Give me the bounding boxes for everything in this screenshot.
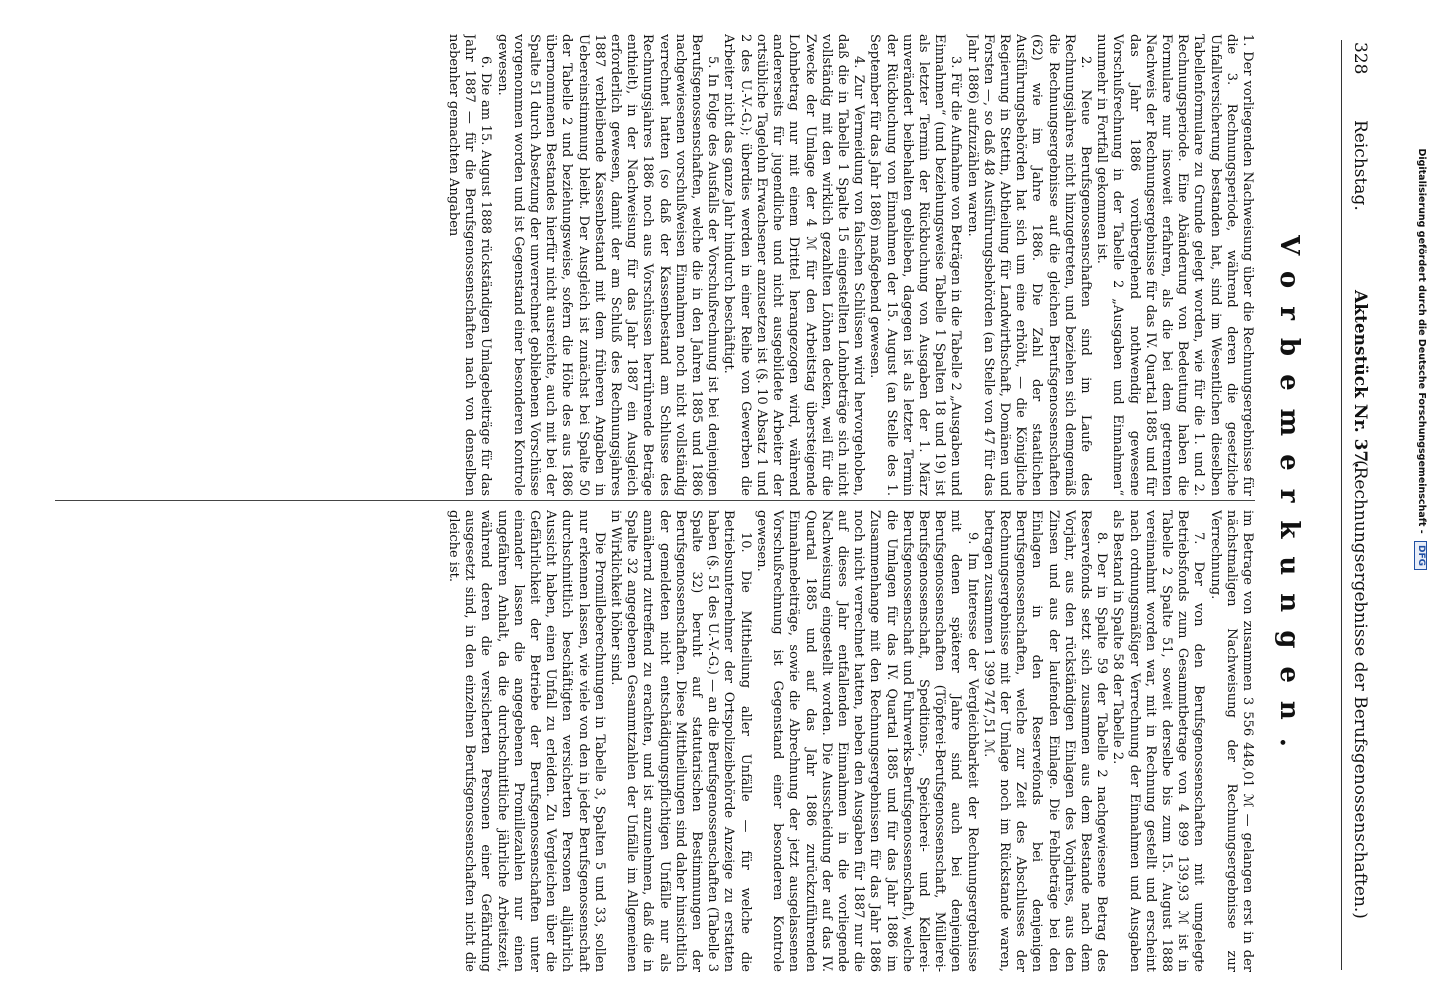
paragraph: 8. Der in Spalte 59 der Tabelle 2 nachgewiesene Betrag des Reservefonds setzt sich zusammen aus dem Bestande nach dem Vorjahr, aus den rückständigen Einlagen des Vorjahres, aus den Zinsen und aus der laufenden Einlage. Die Fehlbeträge bei den Einlagen in den Reservefonds bei denjenigen Berufsgenossenschaften, welche zur Zeit des Abschlusses der Rechnungsergebnisse mit der Umlage noch im Rückstande waren, betragen zusammen 1 399 747,51 ℳ. [980,510,1110,972]
paragraph: 10. Die Mittheilung aller Unfälle — für welche die Betriebsunternehmer der Ortspolizeibehörde Anzeige zu erstatten haben (§. 51 des U.-V.-G.) — an die Berufsgenossenschaften (Tabelle 3 Spalte 32) beruht auf statutarischen Bestimmungen der Berufsgenossenschaften. Diese Mittheilungen sind daher hinsichtlich der gemeldeten nicht entschädigungspflichtigen Unfälle nur als annähernd zutreffend zu erachten, und ist anzunehmen, daß die in Spalte 32 angegebenen Gesammtzahlen der Unfälle im Allgemeinen in Wirklichkeit höher sind. [608,510,753,972]
header-rule [1341,40,1342,970]
column-divider [55,500,1255,501]
paragraph: 3. Für die Aufnahme von Beträgen in die Tabelle 2 „Ausgaben und Einnahmen“ (und beziehungsweise Tabelle 1 Spalten 18 und 19) ist als letzter Termin der Rückbuchung von Ausgaben der 1. März unverändert beibehalten geblieben, dagegen ist als letzter Termin der Rückbuchung von Einnahmen der 15. August (an Stelle des 1. September für das Jahr 1886) maßgebend gewesen. [867,34,964,496]
credit-bar [1414,10,1428,570]
paragraph: Die Promilleberechnungen in Tabelle 3, Spalten 5 und 33, sollen nur erkennen lassen, wie viele von den in jeder Berufsgenossenschaft durchschnittlich beschäftigten versicherten Personen alljährlich Aussicht haben, einen Unfall zu erleiden. Zu Vergleichen über die Gefährlichkeit der Betriebe der Berufsgenossenschaften unter einander lassen die angegebenen Promillezahlen nur einen ungefähren Anhalt, da die durchschnittliche jährliche Arbeitszeit, während deren die versicherten Personen einer Gefährdung ausgesetzt sind, in den einzelnen Berufsgenossenschaften nicht die gleiche ist. [446,510,607,972]
page-number: 328 [1350,42,1370,75]
page-header [1344,30,1370,970]
paragraph: 6. Die am 15. August 1888 rückständigen Umlagebeiträge für das Jahr 1887 — für die Berufsgenossenschaften nach von denselben nebenher gemachten Angaben [446,34,494,496]
credit-text: Digitalisierung gefördert durch die Deutsche Forschungsgemeinschaft - [1416,148,1427,534]
dfg-logo: DFG [1414,541,1427,570]
section-title: Vorbemerkungen. [1274,235,1304,765]
paragraph: im Betrage von zusammen 3 556 448,01 ℳ — gelangen erst in der nächstmaligen Nachweisung der Rechnungsergebnisse zur Verrechnung. [1207,510,1255,972]
paragraph: 4. Zur Vermeidung von falschen Schlüssen wird hervorgehoben, daß die in Tabelle 1 Spalte 15 eingestellten Lohnbeträge sich nicht vollständig mit den wirklich gezahlten Löhnen decken, weil für die Zwecke der Umlage der 4 ℳ für den Arbeitstag übersteigende Lohnbetrag nur mit einem Drittel herangezogen wird, während andererseits für jugendliche und nicht ausgebildete Arbeiter der ortsübliche Tagelohn Erwachsener anzusetzen ist (§. 10 Absatz 1 und 2 des U.-V.-G.); überdies werden in einer Reihe von Gewerben die Arbeiter nicht das ganze Jahr hindurch beschäftigt. [721,34,867,496]
header-subtitle: (Rechnungsergebnisse der Berufsgenossenschaften.) [1350,460,1370,919]
paragraph: 9. Im Interesse der Vergleichbarkeit der Rechnungsergebnisse mit denen späterer Jahre sind auch bei denjenigen Berufsgenossenschaften (Töpferei-Berufsgenossenschaft, Müllerei-Berufsgenossenschaft, Speditions-, Speicherei- und Kellerei-Berufsgenossenschaft und Fuhrwerks-Berufsgenossenschaft), welche die Umlagen für das IV. Quartal 1885 und für das Jahr 1886 im Zusammenhange mit den Rechnungsergebnissen für das Jahr 1886 noch nicht verrechnet hatten, neben den Ausgaben für 1887 nur die auf dieses Jahr entfallenden Einnahmen in die vorliegende Nachweisung eingestellt worden. Die Ausscheidung der auf das IV. Quartal 1885 und auf das Jahr 1886 zurückzuführenden Einnahmebeiträge, sowie die Abrechnung der jetzt ausgelassenen Vorschußrechnung ist Gegenstand einer besonderen Kontrole gewesen. [753,510,980,972]
digitization-credit [1414,10,1428,570]
paragraph: 7. Der von den Berufsgenossenschaften mit umgelegte Betriebsfonds zum Gesammtbetrage von 4 899 139,93 ℳ ist in Tabelle 2 Spalte 51, soweit derselbe bis zum 15. August 1888 vereinnahmt worden war, mit in Rechnung gestellt und erscheint nach ordnungsmäßiger Verrechnung der Einnahmen und Ausgaben als Bestand in Spalte 58 der Tabelle 2. [1110,510,1207,972]
right-text-column [45,510,1255,972]
header-title: Reichstag. [1350,120,1370,211]
paragraph: 2. Neue Berufsgenossenschaften sind im Laufe des Rechnungsjahres nicht hinzugetreten, und beziehen sich demgemäß die Rechnungsergebnisse auf die gleichen Berufsgenossenschaften (62) wie im Jahre 1886. Die Zahl der staatlichen Ausführungsbehörden hat sich um eine erhöht, — die Königliche Regierung in Stettin, Abtheilung für Landwirthschaft, Domänen und Forsten —, so daß 48 Ausführungsbehörden (an Stelle von 47 für das Jahr 1886) aufzuzählen waren. [964,34,1093,496]
paragraph: 1. Der vorliegenden Nachweisung über die Rechnungsergebnisse für die 3. Rechnungsperiode, während deren die gesetzliche Unfallversicherung bestanden hat, sind im Wesentlichen dieselben Tabellenformulare zu Grunde gelegt worden, wie für die 1. und 2. Rechnungsperiode. Eine Abänderung von Bedeutung haben die Formulare nur insoweit erfahren, als die bei dem getrennten Nachweis der Rechnungsergebnisse für das IV. Quartal 1885 und für das Jahr 1886 vorübergehend nothwendig gewesene Vorschußrechnung in der Tabelle 2 „Ausgaben und Einnahmen“ nunmehr in Fortfall gekommen ist. [1094,34,1255,496]
left-text-column [45,34,1255,496]
paragraph: 5. In Folge des Ausfalls der Vorschußrechnung ist bei denjenigen Berufsgenossenschaften, welche die in den Jahren 1885 und 1886 nachgewiesenen vorschußweisen Einnahmen noch nicht vollständig verrechnet hatten (so daß der Kassenbestand am Schlusse des Rechnungsjahres 1886 noch aus Vorschüssen herrührende Beträge enthielt), in der Nachweisung für das Jahr 1887 ein Ausgleich erforderlich gewesen, damit der am Schluß des Rechnungsjahres 1887 verbleibende Kassenbestand mit dem früheren Angaben in Uebereinstimmung bleibt. Der Ausgleich ist zunächst bei Spalte 50 der Tabelle 2 und beziehungsweise, sofern die Höhe des aus 1886 übernommenen Bestandes hierfür nicht ausreichte, auch mit bei der Spalte 51 durch Absetzung der unverrechnet gebliebenen Vorschüsse vorgenommen worden und ist Gegenstand einer besonderen Kontrole gewesen. [494,34,721,496]
document-number: Aktenstück Nr. 37. [1350,290,1370,469]
